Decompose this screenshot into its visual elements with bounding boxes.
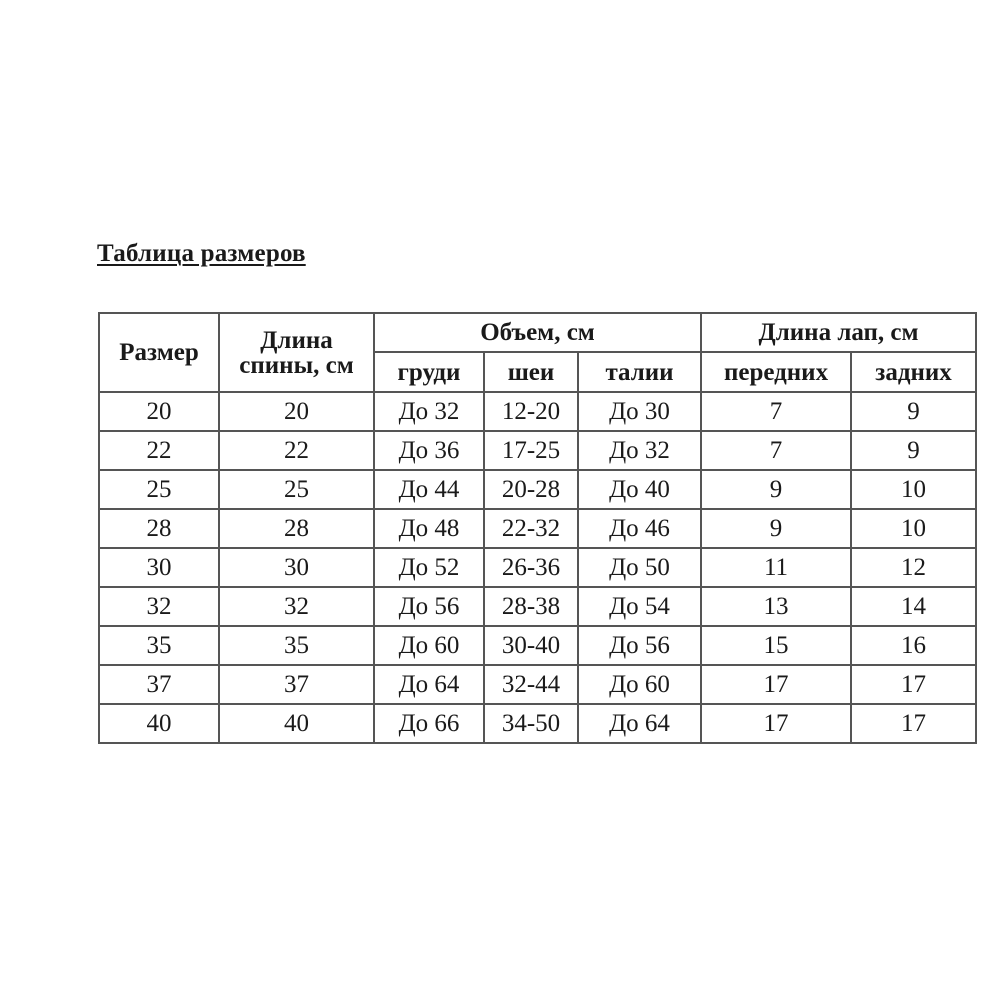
cell-front-legs: 11 (701, 548, 851, 587)
cell-rear-legs: 16 (851, 626, 976, 665)
cell-neck: 34-50 (484, 704, 578, 743)
header-size: Размер (99, 313, 219, 392)
cell-waist: До 56 (578, 626, 701, 665)
cell-waist: До 30 (578, 392, 701, 431)
header-chest: груди (374, 352, 484, 392)
cell-chest: До 56 (374, 587, 484, 626)
cell-chest: До 64 (374, 665, 484, 704)
cell-back-length: 20 (219, 392, 374, 431)
table-row (99, 626, 976, 665)
header-neck: шеи (484, 352, 578, 392)
cell-chest: До 44 (374, 470, 484, 509)
cell-front-legs: 7 (701, 392, 851, 431)
cell-back-length: 30 (219, 548, 374, 587)
cell-waist: До 54 (578, 587, 701, 626)
cell-back-length: 35 (219, 626, 374, 665)
size-table (98, 312, 977, 744)
cell-front-legs: 17 (701, 704, 851, 743)
cell-rear-legs: 10 (851, 470, 976, 509)
cell-back-length: 40 (219, 704, 374, 743)
cell-neck: 20-28 (484, 470, 578, 509)
header-volume-group: Объем, см (374, 313, 701, 352)
cell-size: 25 (99, 470, 219, 509)
cell-back-length: 25 (219, 470, 374, 509)
cell-rear-legs: 9 (851, 431, 976, 470)
cell-size: 32 (99, 587, 219, 626)
cell-waist: До 40 (578, 470, 701, 509)
cell-neck: 17-25 (484, 431, 578, 470)
cell-size: 22 (99, 431, 219, 470)
page-title: Таблица размеров (97, 240, 306, 267)
header-row-group (99, 313, 976, 352)
cell-waist: До 46 (578, 509, 701, 548)
cell-front-legs: 15 (701, 626, 851, 665)
cell-size: 30 (99, 548, 219, 587)
cell-size: 37 (99, 665, 219, 704)
cell-waist: До 50 (578, 548, 701, 587)
table-body (99, 392, 976, 743)
table-row (99, 509, 976, 548)
cell-neck: 30-40 (484, 626, 578, 665)
cell-neck: 22-32 (484, 509, 578, 548)
cell-neck: 32-44 (484, 665, 578, 704)
table-row (99, 431, 976, 470)
cell-size: 28 (99, 509, 219, 548)
cell-chest: До 48 (374, 509, 484, 548)
cell-size: 20 (99, 392, 219, 431)
table-row (99, 704, 976, 743)
cell-waist: До 32 (578, 431, 701, 470)
cell-chest: До 36 (374, 431, 484, 470)
cell-rear-legs: 17 (851, 665, 976, 704)
cell-chest: До 66 (374, 704, 484, 743)
cell-back-length: 37 (219, 665, 374, 704)
header-legs-group: Длина лап, см (701, 313, 976, 352)
table-row (99, 470, 976, 509)
cell-waist: До 64 (578, 704, 701, 743)
cell-front-legs: 7 (701, 431, 851, 470)
cell-front-legs: 9 (701, 509, 851, 548)
header-waist: талии (578, 352, 701, 392)
table-row (99, 548, 976, 587)
table-row (99, 587, 976, 626)
cell-rear-legs: 14 (851, 587, 976, 626)
cell-front-legs: 17 (701, 665, 851, 704)
cell-rear-legs: 9 (851, 392, 976, 431)
cell-neck: 28-38 (484, 587, 578, 626)
table-row (99, 392, 976, 431)
header-rear: задних (851, 352, 976, 392)
header-front: передних (701, 352, 851, 392)
cell-back-length: 28 (219, 509, 374, 548)
cell-rear-legs: 12 (851, 548, 976, 587)
cell-size: 35 (99, 626, 219, 665)
cell-waist: До 60 (578, 665, 701, 704)
cell-back-length: 22 (219, 431, 374, 470)
cell-chest: До 32 (374, 392, 484, 431)
cell-neck: 12-20 (484, 392, 578, 431)
header-back-length-line1: Длина (260, 326, 333, 354)
header-back-length (219, 313, 374, 392)
cell-front-legs: 13 (701, 587, 851, 626)
cell-rear-legs: 10 (851, 509, 976, 548)
cell-rear-legs: 17 (851, 704, 976, 743)
cell-back-length: 32 (219, 587, 374, 626)
table-row (99, 665, 976, 704)
cell-front-legs: 9 (701, 470, 851, 509)
cell-size: 40 (99, 704, 219, 743)
cell-chest: До 60 (374, 626, 484, 665)
cell-chest: До 52 (374, 548, 484, 587)
cell-neck: 26-36 (484, 548, 578, 587)
header-back-length-line2: спины, см (239, 351, 354, 379)
